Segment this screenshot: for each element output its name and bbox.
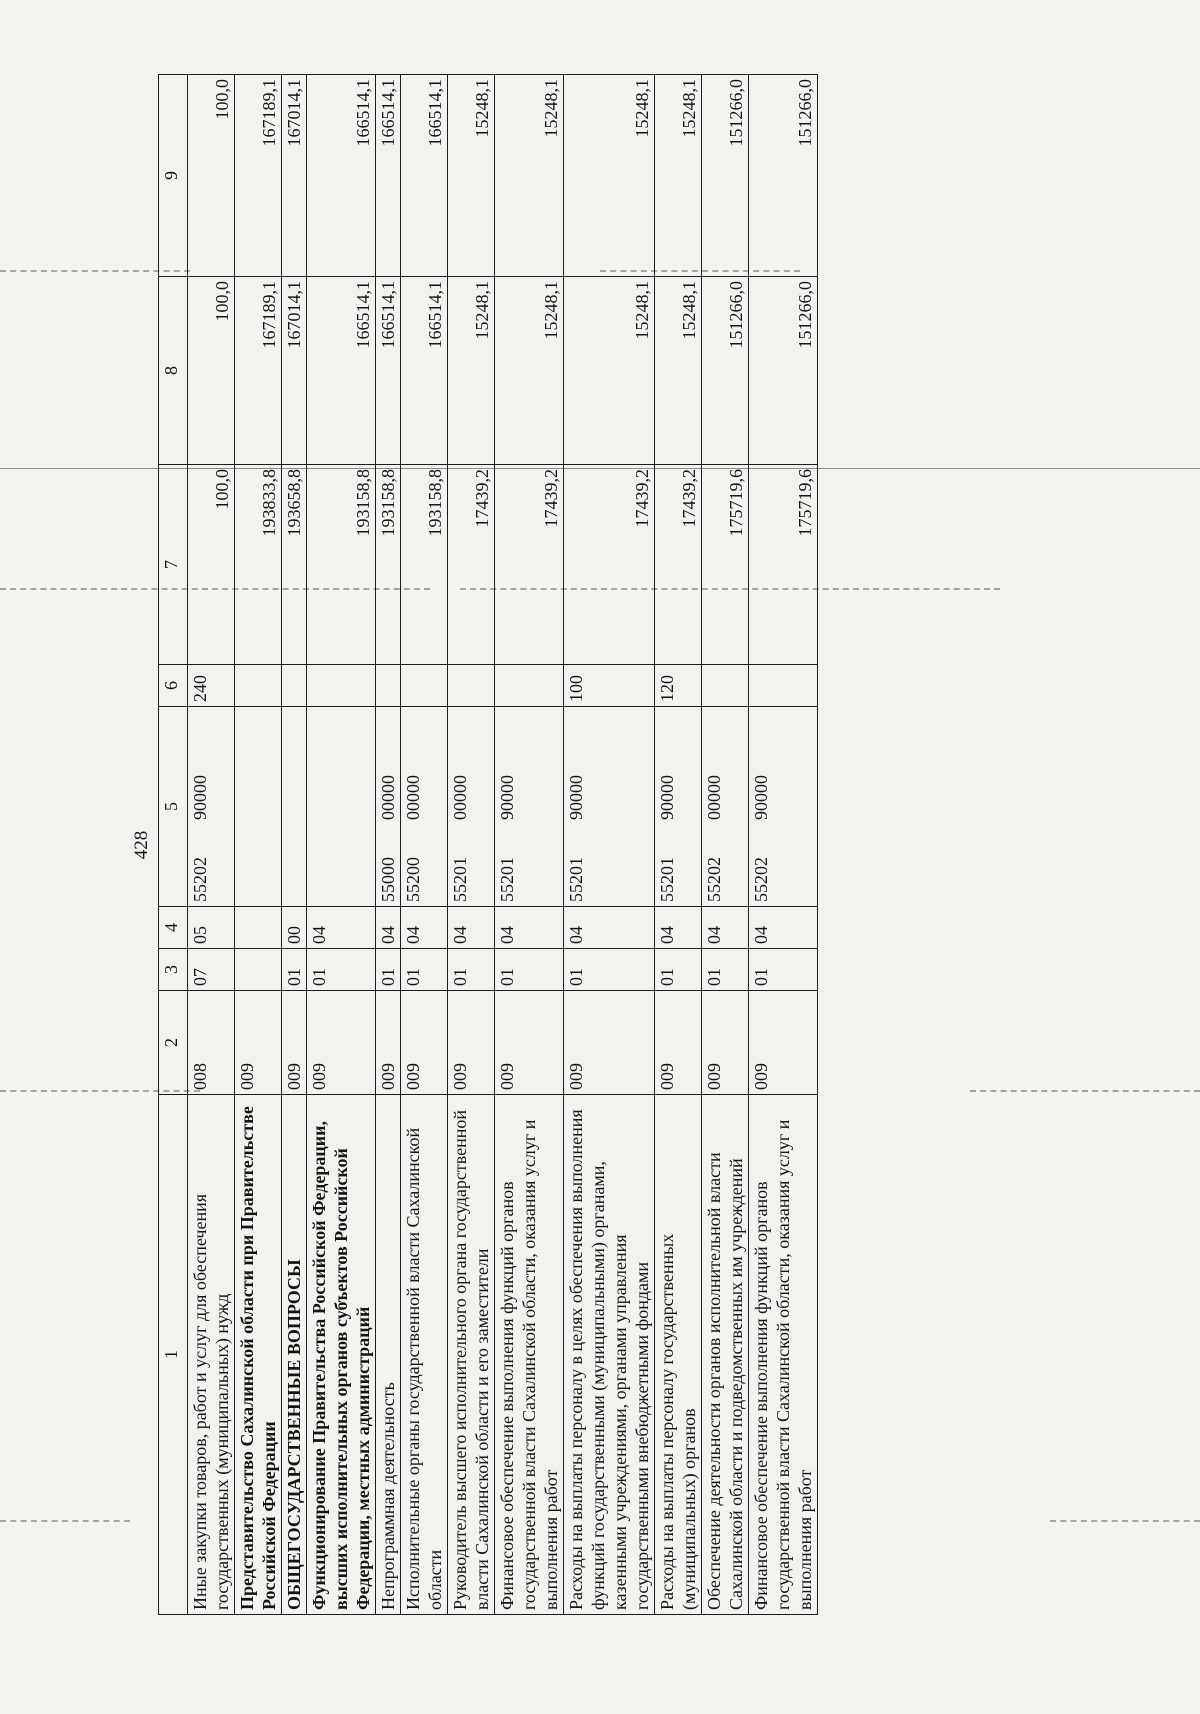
subsection-code: 04	[655, 907, 702, 949]
subsection-code: 04	[495, 907, 564, 949]
expense-type-code	[448, 665, 495, 707]
expense-type-code	[376, 665, 401, 707]
amount-column-7: 193158,8	[307, 465, 376, 665]
target-article-part-a: 55201	[566, 857, 586, 902]
row-name: Обеспечение деятельности органов исполнительной власти Сахалинской области и подведомственных им учреждений	[702, 1095, 749, 1615]
target-article-part-a: 55201	[450, 857, 470, 902]
subsection-code: 04	[448, 907, 495, 949]
amount-column-8: 166514,1	[376, 277, 401, 465]
grbs-code: 009	[401, 991, 448, 1095]
expense-type-code	[702, 665, 749, 707]
column-header: 1	[159, 1095, 188, 1615]
row-name: Руководитель высшего исполнительного органа государственной власти Сахалинской области и его заместители	[448, 1095, 495, 1615]
section-code: 01	[448, 949, 495, 991]
target-article-code	[564, 707, 655, 907]
column-header: 5	[159, 707, 188, 907]
grbs-code: 009	[655, 991, 702, 1095]
amount-column-8: 166514,1	[401, 277, 448, 465]
amount-column-7: 17439,2	[655, 465, 702, 665]
section-code: 01	[702, 949, 749, 991]
table-row	[282, 75, 307, 1615]
amount-column-7: 17439,2	[448, 465, 495, 665]
subsection-code	[235, 907, 282, 949]
expense-type-code	[749, 665, 818, 707]
column-header: 6	[159, 665, 188, 707]
amount-column-9: 166514,1	[376, 75, 401, 277]
target-article-part-b: 00000	[704, 775, 724, 820]
table-row	[448, 75, 495, 1615]
amount-column-8: 15248,1	[448, 277, 495, 465]
target-article-part-b: 00000	[378, 775, 398, 820]
table-row	[401, 75, 448, 1615]
grbs-code: 008	[188, 991, 235, 1095]
target-article-code	[495, 707, 564, 907]
target-article-code	[282, 707, 307, 907]
section-code	[235, 949, 282, 991]
amount-column-9: 15248,1	[655, 75, 702, 277]
header-row	[159, 75, 188, 1615]
grbs-code: 009	[702, 991, 749, 1095]
target-article-part-b: 90000	[751, 775, 771, 820]
section-code: 07	[188, 949, 235, 991]
subsection-code: 04	[307, 907, 376, 949]
amount-column-9: 15248,1	[495, 75, 564, 277]
subsection-code: 04	[702, 907, 749, 949]
expense-type-code: 100	[564, 665, 655, 707]
target-article-part-b: 90000	[190, 775, 210, 820]
amount-column-9: 15248,1	[448, 75, 495, 277]
column-header: 7	[159, 465, 188, 665]
amount-column-7: 17439,2	[564, 465, 655, 665]
amount-column-8: 15248,1	[564, 277, 655, 465]
section-code: 01	[564, 949, 655, 991]
section-code: 01	[401, 949, 448, 991]
expense-type-code: 240	[188, 665, 235, 707]
column-header: 9	[159, 75, 188, 277]
grbs-code: 009	[495, 991, 564, 1095]
amount-column-7: 175719,6	[702, 465, 749, 665]
target-article-part-a: 55202	[704, 857, 724, 902]
table-row	[655, 75, 702, 1615]
row-name: Иные закупки товаров, работ и услуг для обеспечения государственных (муниципальных) нужд	[188, 1095, 235, 1615]
amount-column-8: 15248,1	[495, 277, 564, 465]
amount-column-9: 100,0	[188, 75, 235, 277]
grbs-code: 009	[749, 991, 818, 1095]
grbs-code: 009	[307, 991, 376, 1095]
target-article-part-a: 55202	[751, 857, 771, 902]
target-article-code	[235, 707, 282, 907]
row-name: Исполнительные органы государственной власти Сахалинской области	[401, 1095, 448, 1615]
table-row	[235, 75, 282, 1615]
expense-type-code	[307, 665, 376, 707]
amount-column-9: 151266,0	[702, 75, 749, 277]
expense-type-code	[401, 665, 448, 707]
section-code: 01	[376, 949, 401, 991]
row-name: Представительство Сахалинской области при Правительстве Российской Федерации	[235, 1095, 282, 1615]
amount-column-9: 167014,1	[282, 75, 307, 277]
subsection-code: 04	[376, 907, 401, 949]
subsection-code: 04	[749, 907, 818, 949]
column-header: 2	[159, 991, 188, 1095]
target-article-part-a: 55000	[378, 857, 398, 902]
amount-column-7: 193833,8	[235, 465, 282, 665]
grbs-code: 009	[235, 991, 282, 1095]
target-article-part-b: 00000	[403, 775, 423, 820]
section-code: 01	[307, 949, 376, 991]
scan-artifact-line	[1050, 1520, 1200, 1522]
section-code: 01	[749, 949, 818, 991]
subsection-code: 00	[282, 907, 307, 949]
target-article-code	[307, 707, 376, 907]
target-article-part-a: 55200	[403, 857, 423, 902]
grbs-code: 009	[448, 991, 495, 1095]
target-article-part-a: 55201	[657, 857, 677, 902]
target-article-part-a: 55202	[190, 857, 210, 902]
column-header: 4	[159, 907, 188, 949]
amount-column-8: 100,0	[188, 277, 235, 465]
grbs-code: 009	[282, 991, 307, 1095]
amount-column-9: 166514,1	[307, 75, 376, 277]
row-name: Финансовое обеспечение выполнения функций органов государственной власти Сахалинской области, оказания услуг и выполнения работ	[749, 1095, 818, 1615]
page-number: 428	[131, 830, 152, 860]
target-article-code	[188, 707, 235, 907]
amount-column-8: 167189,1	[235, 277, 282, 465]
expense-type-code	[235, 665, 282, 707]
amount-column-8: 166514,1	[307, 277, 376, 465]
target-article-part-a: 55201	[497, 857, 517, 902]
target-article-part-b: 90000	[657, 775, 677, 820]
scan-artifact-line	[0, 1520, 130, 1522]
section-code: 01	[495, 949, 564, 991]
row-name: Расходы на выплаты персоналу государственных (муниципальных) органов	[655, 1095, 702, 1615]
column-header: 8	[159, 277, 188, 465]
subsection-code: 04	[564, 907, 655, 949]
amount-column-8: 167014,1	[282, 277, 307, 465]
amount-column-7: 17439,2	[495, 465, 564, 665]
amount-column-7: 193658,8	[282, 465, 307, 665]
amount-column-7: 193158,8	[376, 465, 401, 665]
budget-table	[158, 74, 818, 1615]
amount-column-9: 151266,0	[749, 75, 818, 277]
table-row	[702, 75, 749, 1615]
rotated-page	[130, 75, 1030, 1615]
section-code: 01	[282, 949, 307, 991]
target-article-code	[448, 707, 495, 907]
row-name: Финансовое обеспечение выполнения функций органов государственной власти Сахалинской области, оказания услуг и выполнения работ	[495, 1095, 564, 1615]
table-row	[564, 75, 655, 1615]
amount-column-7: 193158,8	[401, 465, 448, 665]
target-article-code	[655, 707, 702, 907]
row-name: Непрограммная деятельность	[376, 1095, 401, 1615]
amount-column-7: 100,0	[188, 465, 235, 665]
section-code: 01	[655, 949, 702, 991]
subsection-code: 04	[401, 907, 448, 949]
table-row	[495, 75, 564, 1615]
row-name: Расходы на выплаты персоналу в целях обеспечения выполнения функций государственными (муниципальными) органами, казенными учреждениями, органами управления государственными внебюджетными фондами	[564, 1095, 655, 1615]
table-row	[376, 75, 401, 1615]
expense-type-code	[282, 665, 307, 707]
amount-column-8: 15248,1	[655, 277, 702, 465]
table-row	[188, 75, 235, 1615]
amount-column-9: 167189,1	[235, 75, 282, 277]
row-name: Функционирование Правительства Российской Федерации, высших исполнительных органов субъектов Российской Федерации, местных администраций	[307, 1095, 376, 1615]
amount-column-9: 166514,1	[401, 75, 448, 277]
column-header: 3	[159, 949, 188, 991]
expense-type-code: 120	[655, 665, 702, 707]
target-article-part-b: 90000	[497, 775, 517, 820]
amount-column-8: 151266,0	[702, 277, 749, 465]
grbs-code: 009	[376, 991, 401, 1095]
target-article-part-b: 90000	[566, 775, 586, 820]
expense-type-code	[495, 665, 564, 707]
target-article-part-b: 00000	[450, 775, 470, 820]
amount-column-9: 15248,1	[564, 75, 655, 277]
amount-column-7: 175719,6	[749, 465, 818, 665]
target-article-code	[401, 707, 448, 907]
target-article-code	[376, 707, 401, 907]
table-row	[749, 75, 818, 1615]
grbs-code: 009	[564, 991, 655, 1095]
target-article-code	[702, 707, 749, 907]
table-row	[307, 75, 376, 1615]
subsection-code: 05	[188, 907, 235, 949]
row-name: ОБЩЕГОСУДАРСТВЕННЫЕ ВОПРОСЫ	[282, 1095, 307, 1615]
amount-column-8: 151266,0	[749, 277, 818, 465]
target-article-code	[749, 707, 818, 907]
